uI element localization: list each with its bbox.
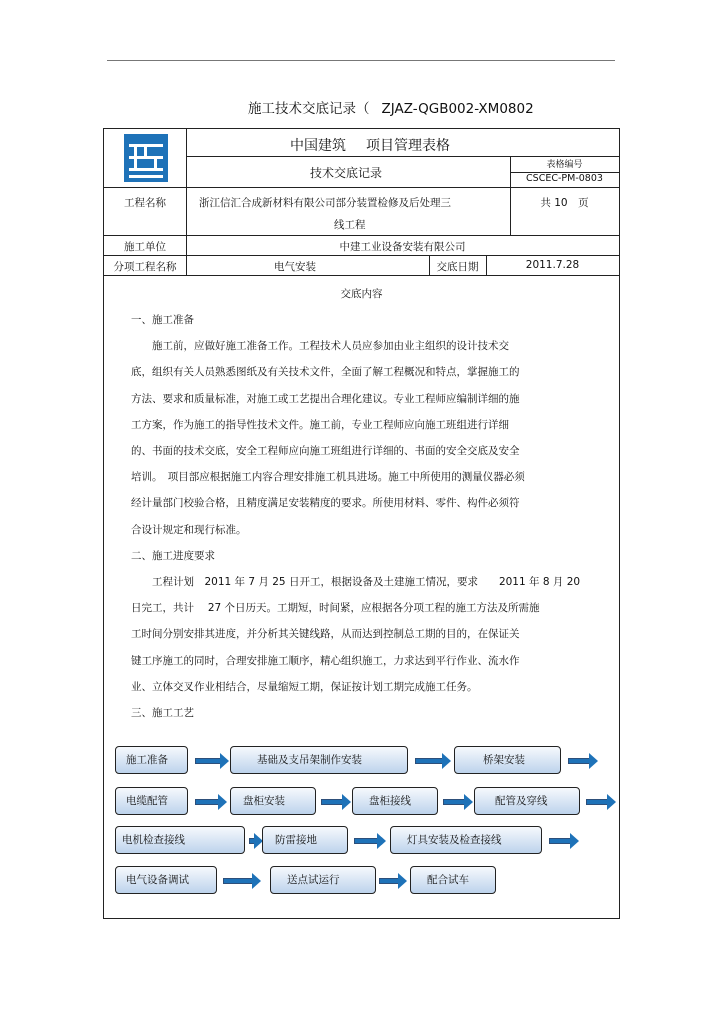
flow-step: 配合试车 — [410, 866, 496, 894]
content-body — [131, 307, 580, 726]
flow-step: 防雷接地 — [262, 826, 348, 854]
content-line: 经计量部门校验合格，且精度满足安装精度的要求。所使用材料、零件、构件必须符 — [131, 497, 520, 510]
flow-arrow — [195, 797, 227, 807]
content-line: 工程计划 2011 年 7 月 25 日开工，根据设备及土建施工情况，要求 2011 年 8 月 20 — [131, 576, 581, 589]
content-heading: 交底内容 — [340, 288, 383, 300]
flow-step: 施工准备 — [115, 746, 188, 774]
content-line: 二、施工进度要求 — [131, 549, 215, 562]
project-name-line1: 浙江信汇合成新材料有限公司部分装置检修及后处理三 — [199, 197, 451, 209]
flow-step: 电气设备调试 — [115, 866, 217, 894]
project-name-label: 工程名称 — [124, 197, 166, 209]
disclosure-date-label: 交底日期 — [436, 261, 479, 273]
sub-project-name: 电气安装 — [274, 261, 316, 273]
content-line: 培训。 项目部应根据施工内容合理安排施工机具进场。施工中所使用的测量仪器必须 — [131, 471, 525, 484]
flow-step: 电机检查接线 — [115, 826, 245, 854]
content-line: 三、施工工艺 — [131, 707, 194, 720]
flow-arrow — [443, 797, 473, 807]
technical-disclosure-form — [103, 128, 620, 919]
content-line: 日完工，共计 27 个日历天。工期短，时间紧，应根据各分项工程的施工方法及所需施 — [131, 602, 540, 615]
form-number: CSCEC-PM-0803 — [526, 173, 603, 184]
document-title — [248, 97, 534, 117]
flow-arrow — [586, 797, 616, 807]
content-line: 键工序施工的同时，合理安排施工顺序，精心组织施工，力求达到平行作业、流水作 — [131, 654, 520, 667]
flow-arrow — [354, 836, 386, 846]
flow-step: 电缆配管 — [115, 787, 188, 815]
flow-step: 盘柜安装 — [230, 787, 316, 815]
flow-arrow — [321, 797, 351, 807]
flow-arrow — [223, 876, 261, 886]
construction-unit: 中建工业设备安装有限公司 — [339, 241, 466, 253]
content-line: 工时间分别安排其进度，并分析其关键线路，从而达到控制总工期的目的，在保证关 — [131, 628, 520, 641]
flow-arrow — [549, 836, 579, 846]
cscec-logo — [124, 134, 168, 182]
construction-unit-label: 施工单位 — [124, 241, 166, 253]
flow-arrow — [568, 756, 598, 766]
form-header — [290, 135, 450, 155]
content-line: 合设计规定和现行标准。 — [131, 523, 247, 536]
content-line: 方法、要求和质量标准，对施工或工艺提出合理化建议。专业工程师应编制详细的施 — [131, 392, 520, 405]
content-line: 底，组织有关人员熟悉图纸及有关技术文件，全面了解工程概况和特点，掌握施工的 — [131, 366, 520, 379]
content-line: 的、书面的技术交底，安全工程师应向施工班组进行详细的、书面的安全交底及安全 — [131, 445, 520, 458]
content-line: 施工前，应做好施工准备工作。工程技术人员应参加由业主组织的设计技术交 — [131, 340, 509, 353]
form-type: 项目管理表格 — [366, 138, 450, 154]
flow-step: 送点试运行 — [270, 866, 376, 894]
sub-project-label: 分项工程名称 — [113, 261, 177, 273]
flow-step: 基础及支吊架制作安装 — [230, 746, 408, 774]
content-line: 工方案，作为施工的指导性技术文件。施工前，专业工程师应向施工班组进行详细 — [131, 418, 509, 431]
content-line: 一、施工准备 — [131, 314, 194, 326]
flow-step: 盘柜接线 — [352, 787, 438, 815]
document-title-label: 施工技术交底记录（ — [248, 101, 370, 117]
form-subtitle: 技术交底记录 — [310, 166, 383, 180]
page-count: 共 10 页 — [540, 197, 589, 209]
form-number-label: 表格编号 — [546, 160, 583, 170]
document-code: ZJAZ-QGB002-XM0802 — [381, 101, 534, 117]
flow-step: 配管及穿线 — [474, 787, 580, 815]
project-name-line2: 线工程 — [334, 219, 366, 231]
disclosure-date: 2011.7.28 — [525, 259, 580, 271]
flow-step: 灯具安装及检查接线 — [390, 826, 542, 854]
flow-arrow — [415, 756, 451, 766]
flow-arrow — [379, 876, 407, 886]
flow-arrow — [249, 836, 262, 846]
flow-step: 桥架安装 — [454, 746, 561, 774]
top-rule — [107, 60, 615, 61]
flow-arrow — [195, 756, 229, 766]
content-line: 业、立体交叉作业相结合，尽量缩短工期，保证按计划工期完成施工任务。 — [131, 680, 478, 693]
company-name: 中国建筑 — [290, 138, 346, 154]
